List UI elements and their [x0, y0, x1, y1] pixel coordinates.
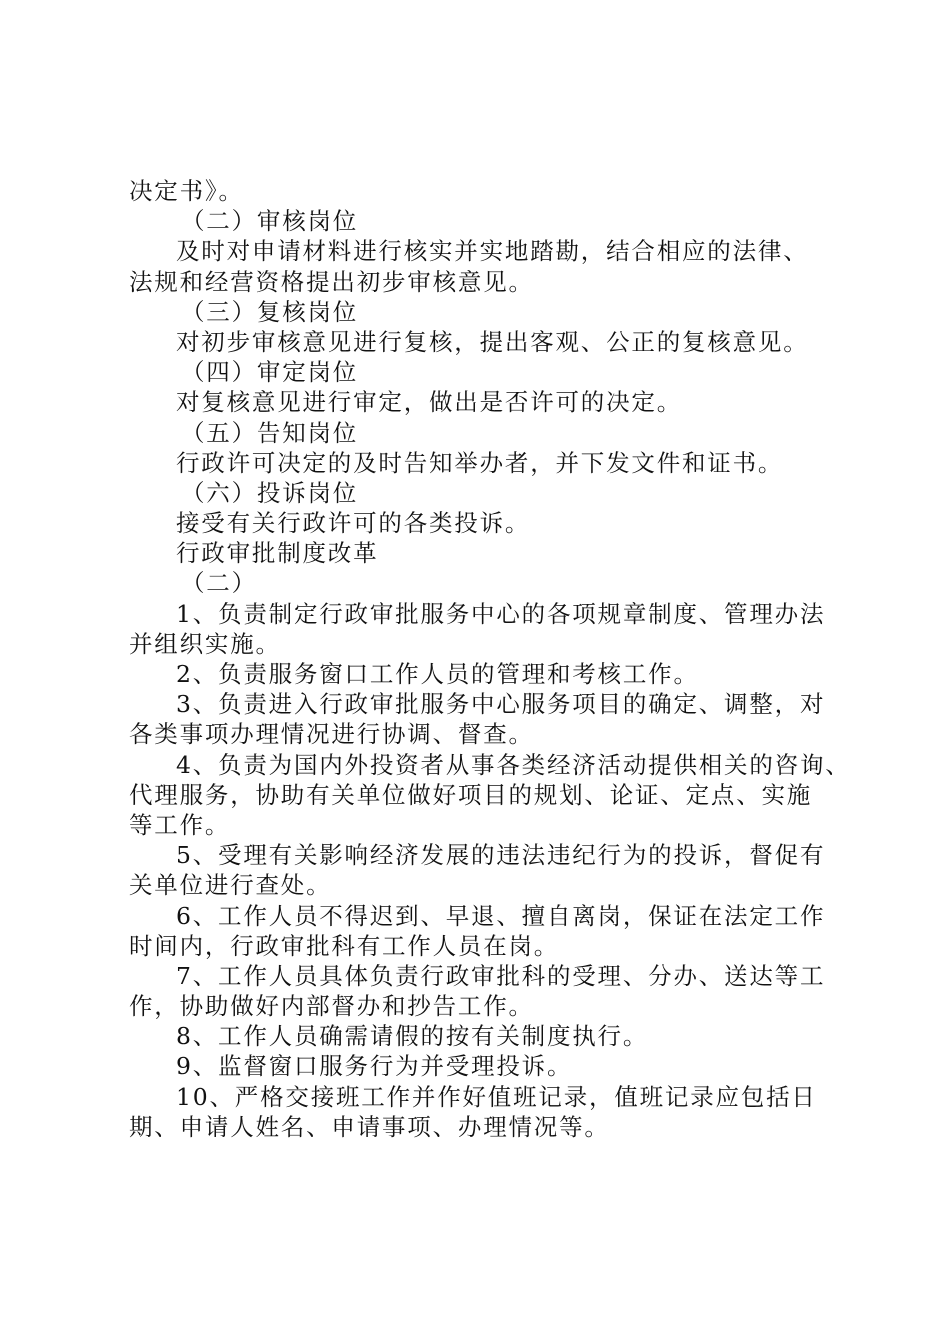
text-line: 等工作。: [129, 810, 231, 839]
text-line: 行政许可决定的及时告知举办者，并下发文件和证书。: [176, 448, 784, 477]
text-line: 代理服务，协助有关单位做好项目的规划、论证、定点、实施: [129, 780, 813, 809]
text-line: 对复核意见进行审定，做出是否许可的决定。: [176, 388, 682, 417]
text-line: 各类事项办理情况进行协调、督查。: [129, 720, 534, 749]
section-heading: （五）告知岗位: [181, 418, 359, 447]
list-item: 6、工作人员不得迟到、早退、擅自离岗，保证在法定工作: [176, 901, 826, 930]
text-line: 作，协助做好内部督办和抄告工作。: [129, 992, 534, 1021]
text-line: 期、申请人姓名、申请事项、办理情况等。: [129, 1112, 610, 1141]
text-line: 及时对申请材料进行核实并实地踏勘，结合相应的法律、: [176, 237, 809, 266]
text-line: 法规和经营资格提出初步审核意见。: [129, 267, 534, 296]
list-item: 3、负责进入行政审批服务中心服务项目的确定、调整，对: [176, 690, 826, 719]
list-item: 8、工作人员确需请假的按有关制度执行。: [176, 1022, 649, 1051]
list-item: 9、监督窗口服务行为并受理投诉。: [176, 1052, 573, 1081]
text-line: 对初步审核意见进行复核，提出客观、公正的复核意见。: [176, 327, 809, 356]
text-line: 决定书》。: [129, 177, 244, 205]
list-item: 4、负责为国内外投资者从事各类经济活动提供相关的咨询、: [176, 750, 851, 779]
list-item: 1、负责制定行政审批服务中心的各项规章制度、管理办法: [176, 599, 826, 628]
list-item: 5、受理有关影响经济发展的违法违纪行为的投诉，督促有: [176, 841, 826, 870]
section-heading: （二）审核岗位: [181, 207, 359, 236]
list-item: 7、工作人员具体负责行政审批科的受理、分办、送达等工: [176, 961, 826, 990]
section-heading: （六）投诉岗位: [181, 478, 359, 507]
text-line: 接受有关行政许可的各类投诉。: [176, 509, 531, 538]
section-heading: 行政审批制度改革: [176, 539, 379, 568]
section-heading: （三）复核岗位: [181, 297, 359, 326]
list-item: 2、负责服务窗口工作人员的管理和考核工作。: [176, 660, 699, 688]
text-line: 并组织实施。: [129, 629, 281, 658]
section-heading: （二）: [181, 569, 257, 598]
section-heading: （四）审定岗位: [181, 358, 359, 387]
document-body: [129, 176, 851, 1142]
list-item: 10、严格交接班工作并作好值班记录，值班记录应包括日: [176, 1082, 817, 1111]
text-line: 关单位进行查处。: [129, 871, 332, 900]
text-line: 时间内，行政审批科有工作人员在岗。: [129, 931, 560, 960]
